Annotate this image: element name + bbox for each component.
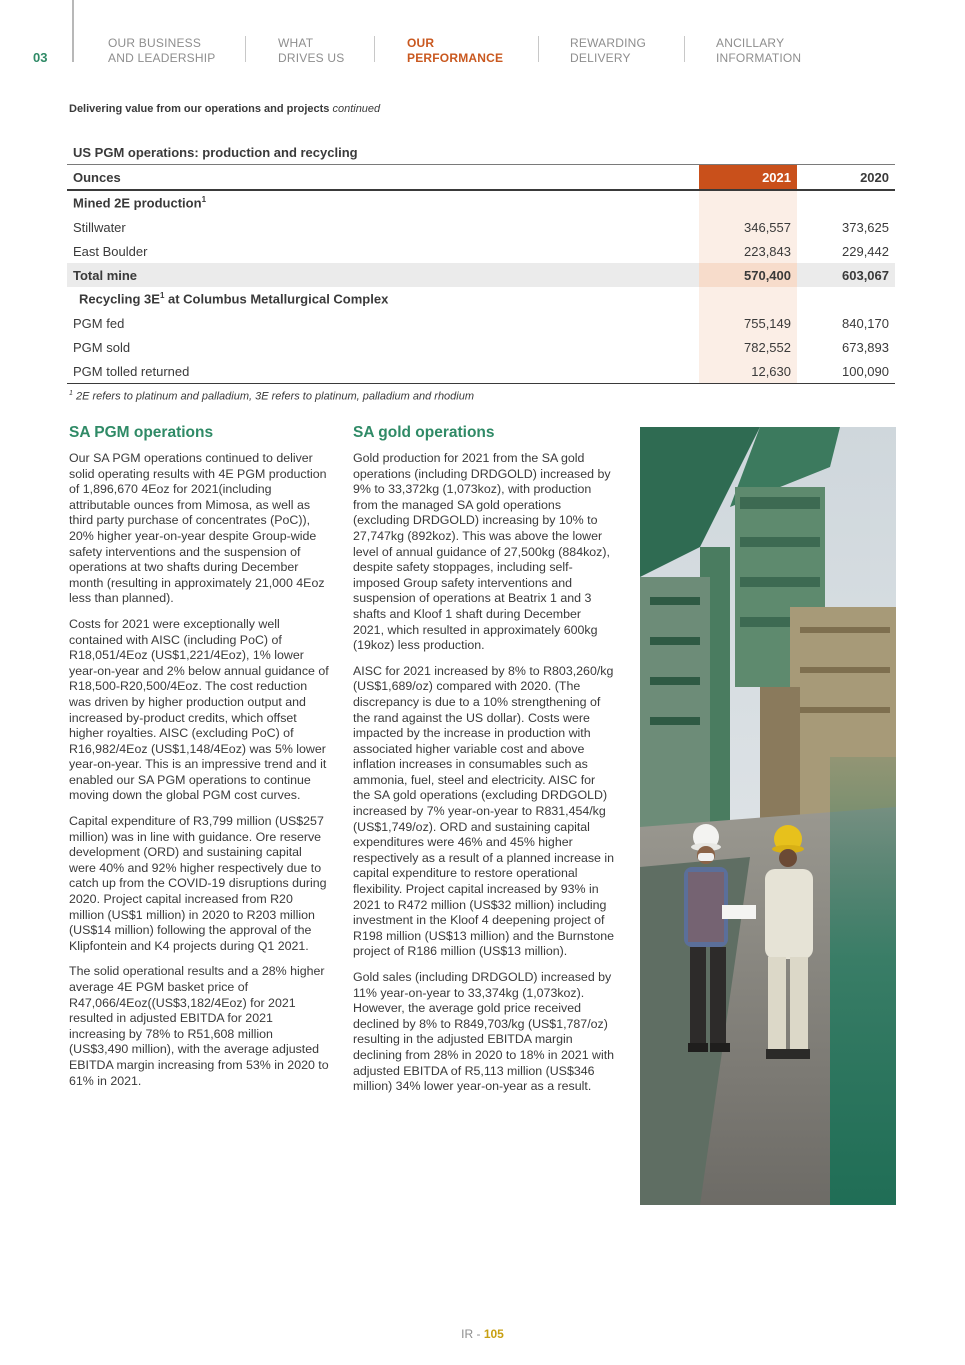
value-2021: 570,400 — [699, 263, 797, 287]
table-total-row — [67, 263, 895, 287]
paragraph: Gold sales (including DRDGOLD) increased by 11% year-on-year to 33,374kg (1,073koz). However, the average gold price received declined by 8% to R849,703/kg (US$1,787/oz) resulting in the adjusted EBITDA margin declining from 28% in 2020 to 18% in 2021 with adjusted EBITDA of R5,113 million (US$346 million) 34% lower year-on-year as a result. — [353, 970, 615, 1094]
paragraph: The solid operational results and a 28% higher average 4E PGM basket price of R47,066/4Eoz((US$3,182/4Eoz) for 2021 resulted in adjusted EBITDA for 2021 increasing by 78% to R51,608 million (US$3,490 million), with the average adjusted EBITDA margin increasing from 53% in 2020 to 61% in 2021. — [69, 964, 329, 1088]
value-2021: 12,630 — [699, 359, 797, 384]
table-row — [67, 311, 895, 335]
section-heading — [69, 103, 380, 115]
table-title: US PGM operations: production and recycling — [67, 140, 895, 165]
section-heading-continued: continued — [332, 103, 381, 115]
nav-separator — [374, 36, 375, 62]
value-2021: 223,843 — [699, 239, 797, 263]
value-2021: 346,557 — [699, 215, 797, 239]
table-subheading-row — [67, 190, 895, 215]
value-2021: 755,149 — [699, 311, 797, 335]
value-2021: 782,552 — [699, 335, 797, 359]
nav-label: ANCILLARY — [716, 36, 785, 50]
nav-ancillary-information[interactable] — [716, 36, 801, 66]
table-row — [67, 359, 895, 384]
nav-label: DELIVERY — [570, 51, 631, 65]
sa-gold-heading: SA gold operations — [353, 424, 495, 441]
row-label: Stillwater — [73, 219, 126, 235]
footnote-marker: 1 — [69, 390, 73, 397]
recycling-label: Recycling 3E — [79, 291, 160, 307]
value-2020: 603,067 — [797, 263, 895, 287]
table-row — [67, 335, 895, 359]
nav-separator — [245, 36, 246, 62]
footer-prefix: IR - — [461, 1327, 484, 1341]
table-row — [67, 215, 895, 239]
value-2020: 373,625 — [842, 219, 889, 235]
nav-label: AND LEADERSHIP — [108, 51, 216, 65]
empty-cell — [699, 287, 797, 311]
nav-label: REWARDING — [570, 36, 647, 50]
nav-label: OUR BUSINESS — [108, 36, 202, 50]
row-label: PGM sold — [73, 339, 131, 355]
empty-cell — [797, 287, 895, 311]
value-2020: 100,090 — [797, 359, 895, 384]
paragraph: Gold production for 2021 from the SA gold operations (including DRDGOLD) increased by 9% to 33,372kg (1,073koz), with production from the managed SA gold operations (excluding DRDGOLD) increasing by 10% to 27,747kg (892koz). This was above the lower level of annual guidance of 27,500kg (884koz), despite safety stoppages, including self-imposed Group safety interventions and suspension of operations at Beatrix 1 and 3 shafts and Kloof 1 shaft during December 2021, which resulted in approximately 600kg (19koz) less production. — [353, 451, 611, 653]
nav-separator — [538, 36, 539, 62]
mined-subheading — [67, 190, 699, 215]
nav-separator — [684, 36, 685, 62]
footnote-text: 2E refers to platinum and palladium, 3E refers to platinum, palladium and rhodium — [75, 390, 475, 403]
column-header-ounces: Ounces — [67, 165, 699, 191]
empty-cell — [797, 190, 895, 215]
sa-pgm-column — [69, 424, 331, 1099]
column-header-2020: 2020 — [797, 165, 895, 191]
nav-our-business[interactable] — [108, 36, 216, 66]
row-label: East Boulder — [73, 243, 148, 259]
value-2020: 673,893 — [842, 339, 889, 355]
sa-pgm-heading: SA PGM operations — [69, 424, 214, 441]
paragraph: Costs for 2021 were exceptionally well contained with AISC (including PoC) of R18,051/4Eoz (US$1,221/4Eoz), 1% lower year-on-year and 2% below annual guidance of R18,500-R20,500/4Eoz. The cost reduction was driven by higher production output and increased by-product credits, which offset higher royalties. AISC (excluding PoC) of R16,982/4Eoz (US$1,148/4Eoz) was 5% lower year-on-year. This is an impressive trend and it enabled our SA PGM operations to continue moving down the global PGM cost curves. — [69, 616, 329, 803]
nav-label: INFORMATION — [716, 51, 802, 65]
nav-label: DRIVES US — [278, 51, 345, 65]
nav-our-performance[interactable] — [407, 36, 503, 66]
table-footnote — [69, 390, 474, 403]
table-row — [67, 239, 895, 263]
mine-workers-photo — [640, 427, 896, 1205]
recycling-label-suffix: at Columbus Metallurgical Complex — [164, 291, 389, 307]
table-header-row — [67, 165, 895, 191]
header-divider — [72, 0, 74, 62]
nav-label: OUR — [407, 36, 435, 50]
page-footer — [0, 1327, 965, 1341]
nav-rewarding-delivery[interactable] — [570, 36, 646, 66]
column-header-2021: 2021 — [699, 165, 797, 191]
paragraph: Our SA PGM operations continued to deliver solid operating results with 4E PGM production of 1,896,670 4Eoz for 2021(including attributable ounces from Mimosa, as well as third party purchase of concentrates (PoC)), 20% higher year-on-year despite Group-wide safety interventions and the suspension of operations at two shafts during December month (resulting in approximately 21,000 4Eoz less than planned). — [69, 451, 327, 606]
sa-gold-column — [353, 424, 615, 1105]
table-title-row — [67, 140, 895, 165]
us-pgm-table — [67, 140, 895, 384]
section-number: 03 — [33, 50, 48, 65]
paragraph: Capital expenditure of R3,799 million (US$257 million) was in line with guidance. Ore reserve development (ORD) and sustaining capital were 40% and 92% higher respectively due to catch up from the COVID-19 disruptions during 2020. Project capital increased from R20 million (US$1 million) in 2020 to R203 million (US$14 million) following the approval of the Klipfontein and K4 projects during Q1 2021. — [69, 814, 327, 953]
row-label: Total mine — [67, 263, 699, 287]
footnote-marker: 1 — [159, 291, 165, 301]
mined-label: Mined 2E production — [73, 195, 202, 211]
recycling-subheading — [67, 287, 699, 311]
footer-page-number: 105 — [483, 1327, 504, 1341]
nav-label: PERFORMANCE — [407, 51, 504, 65]
row-label: PGM fed — [73, 315, 125, 331]
footnote-marker: 1 — [201, 195, 207, 205]
section-heading-text: Delivering value from our operations and projects — [69, 103, 330, 115]
value-2020: 840,170 — [842, 315, 889, 331]
empty-cell — [699, 190, 797, 215]
paragraph: AISC for 2021 increased by 8% to R803,260/kg (US$1,689/oz) compared with 2020. (The discrepancy is due to a 10% strengthening of the rand against the US dollar). Costs were impacted by the increase in production with associated higher variable cost and above inflation increases in consumables such as ammonia, fuel, steel and electricity. AISC for the SA gold operations (excluding DRDGOLD) increased by 7% year-on-year to R831,454/kg (US$1,749/oz). ORD and sustaining capital expenditures were 46% and 45% higher respectively as a result of a planned increase in capital expenditure to restore operational flexibility. Project capital increased by 93% in 2021 to R472 million (US$32 million) including investment in the Kloof 4 deepening project of R198 million (US$13 million) and the Burnstone project of R186 million (US$13 million). — [353, 663, 615, 959]
nav-label: WHAT — [278, 36, 314, 50]
table-subheading-row — [67, 287, 895, 311]
value-2020: 229,442 — [842, 243, 889, 259]
row-label: PGM tolled returned — [67, 359, 699, 384]
nav-what-drives-us[interactable] — [278, 36, 344, 66]
